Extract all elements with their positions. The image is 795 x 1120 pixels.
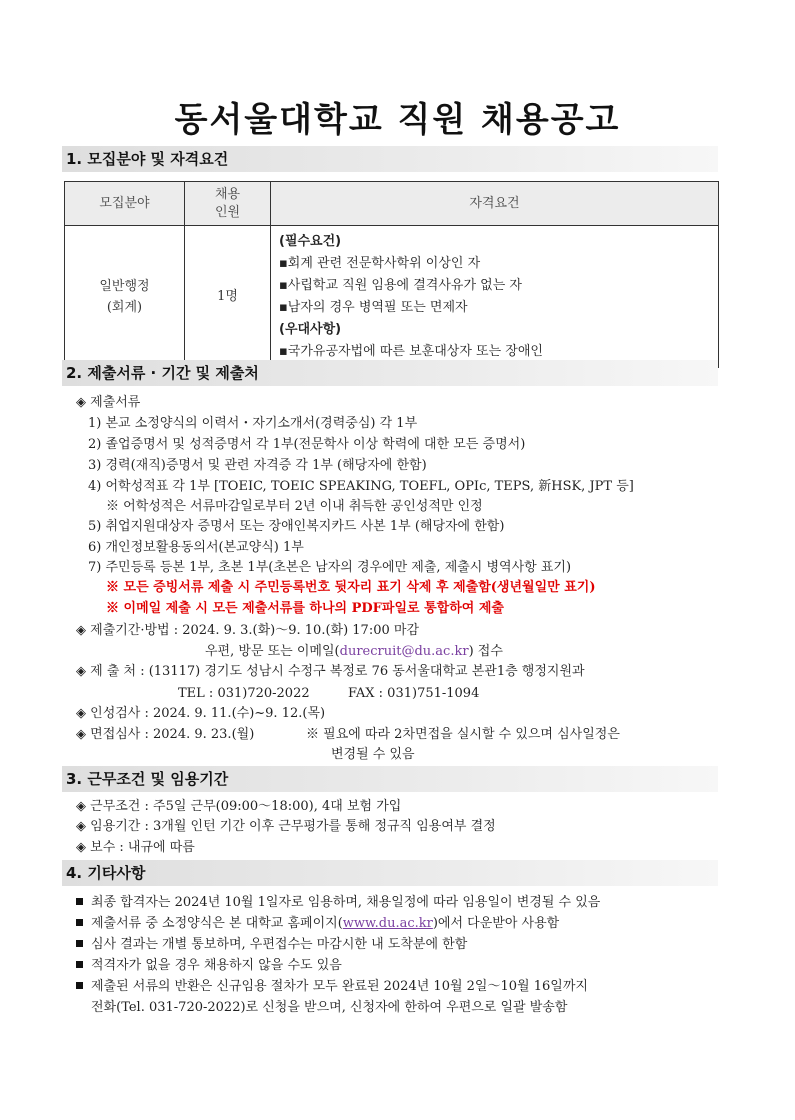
qualification-cell (271, 226, 719, 368)
required-title: (필수요건) (279, 234, 342, 249)
method-post: ) 접수 (468, 644, 503, 659)
required-item: ▪사립학교 직원 임용에 결격사유가 없는 자 (279, 278, 522, 293)
condition-line: ◈ 근무조건 : 주5일 근무(09:00～18:00), 4대 보험 가입 (76, 799, 402, 814)
requirements-table (64, 181, 719, 368)
item-text: 적격자가 없을 경우 채용하지 않을 수도 있음 (91, 958, 342, 973)
preferred-item: ▪국가유공자법에 따른 보훈대상자 또는 장애인 (279, 344, 543, 359)
doc-item: 6) 개인정보활용동의서(본교양식) 1부 (88, 540, 304, 555)
doc-item: 3) 경력(재직)증명서 및 관련 자격증 각 1부 (해당자에 한함) (88, 458, 427, 473)
list-item (76, 977, 588, 996)
item-text: )에서 다운받아 사용함 (432, 916, 560, 931)
preferred-title: (우대사항) (279, 322, 342, 337)
place-line: ◈ 제 출 처 : (13117) 경기도 성남시 수정구 복정로 76 동서울대학교 본관1층 행정지원과 (76, 664, 585, 679)
section-heading-conditions: 3. 근무조건 및 임용기간 (62, 766, 718, 792)
section-heading-other: 4. 기타사항 (62, 860, 718, 886)
header-count: 채용 인원 (185, 182, 271, 226)
bullet-square-icon (76, 898, 83, 905)
table-header-row (65, 182, 719, 226)
list-item (76, 893, 600, 912)
field-cell: 일반행정 (회계) (65, 226, 185, 368)
section-heading-documents: 2. 제출서류 · 기간 및 제출처 (62, 360, 718, 386)
tel-line: TEL : 031)720-2022 (178, 686, 310, 701)
item-text: 심사 결과는 개별 통보하며, 우편접수는 마감시한 내 도착분에 한함 (91, 937, 468, 952)
item-text: 제출된 서류의 반환은 신규임용 절차가 모두 완료된 2024년 10월 2일～10월 16일까지 (91, 979, 588, 994)
condition-line: ◈ 보수 : 내규에 따름 (76, 840, 195, 855)
interview-line: ◈ 면접심사 : 2024. 9. 23.(월) (76, 727, 255, 742)
required-item: ▪회계 관련 전문학사학위 이상인 자 (279, 256, 481, 271)
list-item (76, 935, 467, 954)
doc-item: 7) 주민등록 등본 1부, 초본 1부(초본은 남자의 경우에만 제출, 제출시 병역사항 표기) (88, 560, 572, 575)
bullet-square-icon (76, 961, 83, 968)
bullet-square-icon (76, 919, 83, 926)
check-line: ◈ 인성검사 : 2024. 9. 11.(수)~9. 12.(목) (76, 706, 326, 721)
docs-title: ◈ 제출서류 (76, 395, 141, 410)
bullet-square-icon (76, 982, 83, 989)
period-line: ◈ 제출기간·방법 : 2024. 9. 3.(화)～9. 10.(화) 17:00 마감 (76, 623, 420, 638)
required-item: ▪남자의 경우 병역필 또는 면제자 (279, 300, 468, 315)
notice-pdf: ※ 이메일 제출 시 모든 제출서류를 하나의 PDF파일로 통합하여 제출 (106, 601, 504, 616)
method-line (205, 642, 503, 661)
condition-line: ◈ 임용기간 : 3개월 인턴 기간 이후 근무평가를 통해 정규직 임용여부 결정 (76, 819, 496, 834)
interview-note: ※ 필요에 따라 2차면접을 실시할 수 있으며 심사일정은 (306, 727, 620, 742)
doc-item: 4) 어학성적표 각 1부 [TOEIC, TOEIC SPEAKING, TOEFL, OPIc, TEPS, 新HSK, JPT 등] (88, 479, 634, 494)
doc-item: 2) 졸업증명서 및 성적증명서 각 1부(전문학사 이상 학력에 대한 모든 증명서) (88, 437, 526, 452)
list-item-cont: 전화(Tel. 031-720-2022)로 신청을 받으며, 신청자에 한하여 우편으로 일괄 발송함 (91, 1000, 568, 1015)
header-field: 모집분야 (65, 182, 185, 226)
email-link[interactable]: durecruit@du.ac.kr (339, 644, 469, 659)
list-item (76, 956, 342, 975)
method-pre: 우편, 방문 또는 이메일( (205, 644, 340, 659)
notice-id-number: ※ 모든 증빙서류 제출 시 주민등록번호 뒷자리 표기 삭제 후 제출함(생년월일만 표기) (106, 580, 596, 595)
doc-note: ※ 어학성적은 서류마감일로부터 2년 이내 취득한 공인성적만 인정 (106, 499, 483, 514)
list-item (76, 914, 559, 933)
section-heading-recruitment: 1. 모집분야 및 자격요건 (62, 146, 718, 172)
fax-line: FAX : 031)751-1094 (348, 686, 480, 701)
header-qualification: 자격요건 (271, 182, 719, 226)
doc-item: 5) 취업지원대상자 증명서 또는 장애인복지카드 사본 1부 (해당자에 한함) (88, 519, 505, 534)
table-row (65, 226, 719, 368)
item-text: 최종 합격자는 2024년 10월 1일자로 임용하며, 채용일정에 따라 임용일이 변경될 수 있음 (91, 895, 601, 910)
bullet-square-icon (76, 940, 83, 947)
item-text: 제출서류 중 소정양식은 본 대학교 홈페이지( (91, 916, 343, 931)
page-title: 동서울대학교 직원 채용공고 (174, 100, 621, 140)
count-cell: 1명 (185, 226, 271, 368)
homepage-link[interactable]: www.du.ac.kr (342, 916, 433, 931)
doc-item: 1) 본교 소정양식의 이력서・자기소개서(경력중심) 각 1부 (88, 416, 418, 431)
interview-note-cont: 변경될 수 있음 (331, 747, 415, 762)
